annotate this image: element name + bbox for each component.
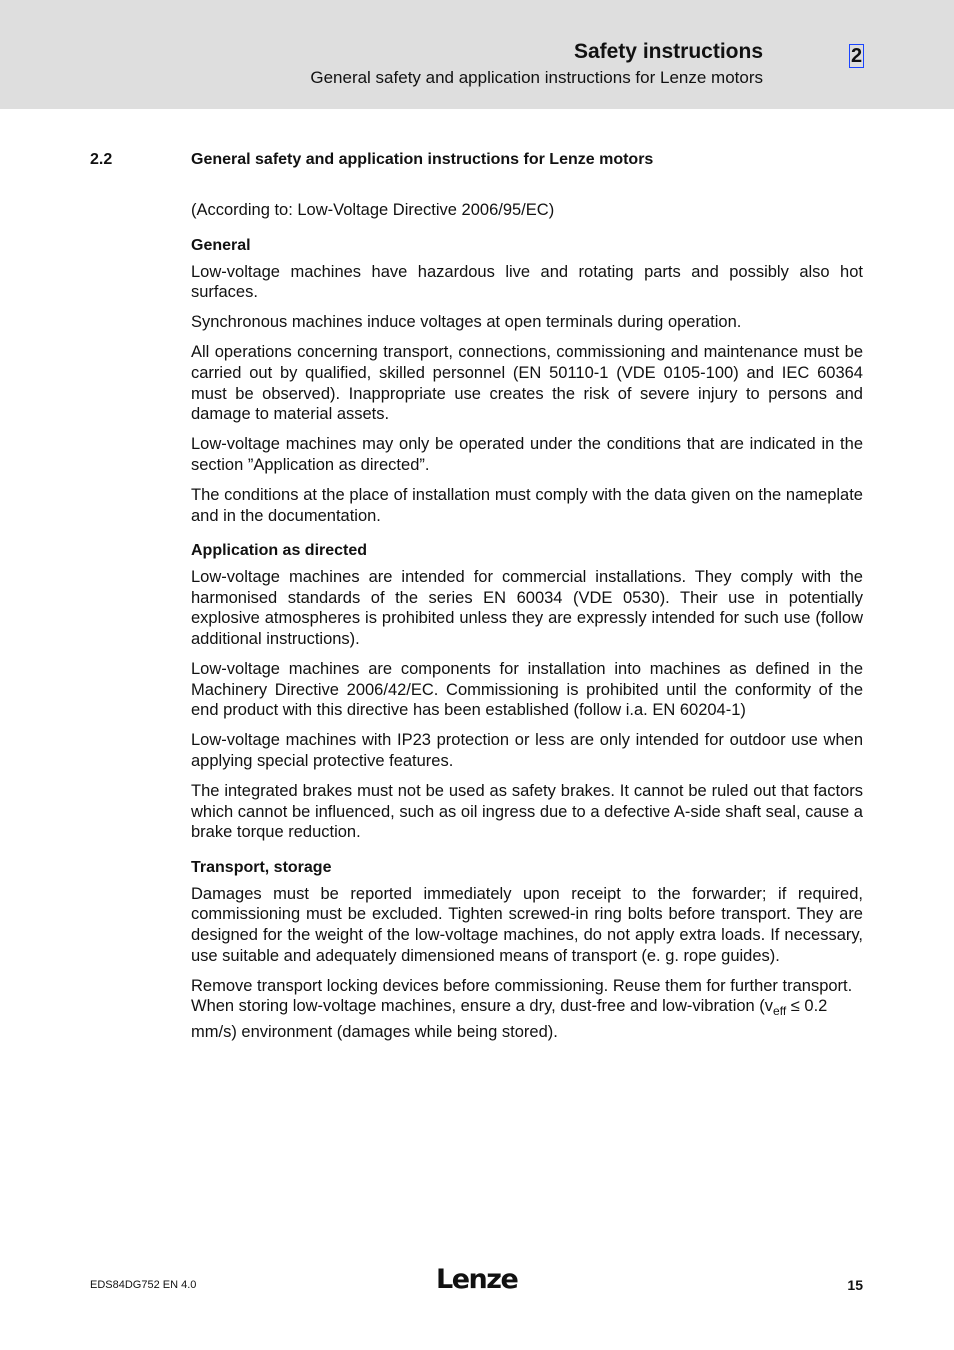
subscript-eff: eff	[773, 1004, 787, 1019]
transport-paragraph	[191, 976, 863, 1043]
lenze-logo: Lenze	[436, 1264, 518, 1295]
general-paragraph: Low-voltage machines may only be operated under the conditions that are indicated in the section ”Application as directed”.	[191, 435, 863, 474]
page-header	[0, 0, 954, 109]
application-paragraph: Low-voltage machines are intended for commercial installations. They comply with the harmonised standards of the series EN 60034 (VDE 0530). Their use in potentially explosive atmospheres is prohibited unless they are expressly intended for such use (follow additional instructions).	[191, 568, 863, 648]
header-title: Safety instructions	[573, 40, 763, 63]
general-paragraph: Synchronous machines induce voltages at open terminals during operation.	[191, 313, 742, 332]
heading-application: Application as directed	[191, 542, 368, 560]
document-id: EDS84DG752 EN 4.0	[90, 1279, 197, 1291]
general-paragraph: All operations concerning transport, connections, commissioning and maintenance must be carried out by qualified, skilled personnel (EN 50110-1 (VDE 0105-100) and IEC 60364 must be observed). Inappropriate use creates the risk of severe injury to persons and damage to material assets.	[191, 343, 863, 424]
main-content	[191, 200, 863, 1052]
heading-general: General	[191, 236, 251, 254]
application-paragraph: The integrated brakes must not be used as safety brakes. It cannot be ruled out that factors which cannot be influenced, such as oil ingress due to a defective A-side shaft seal, cause a brake torque reduction.	[191, 781, 863, 842]
section-title: General safety and application instructions for Lenze motors	[191, 151, 654, 168]
transport-paragraph: Damages must be reported immediately upon receipt to the forwarder; if required, commissioning must be excluded. Tighten screwed-in ring bolts before transport. They are designed for the weight of the low-voltage machines, do not apply extra loads. If necessary, use suitable and adequately dimensioned means of transport (e. g. rope guides).	[191, 884, 863, 965]
transport-text-end: ≤ 0.2 mm/s) environment (damages while being stored).	[191, 997, 828, 1041]
general-paragraph: Low-voltage machines have hazardous live and rotating parts and possibly also hot surfaces.	[191, 262, 863, 302]
application-paragraph: Low-voltage machines with IP23 protection or less are only intended for outdoor use when applying special protective features.	[191, 731, 863, 770]
page-number: 15	[847, 1277, 863, 1293]
heading-transport: Transport, storage	[191, 858, 332, 876]
header-subtitle: General safety and application instructions for Lenze motors	[310, 68, 763, 87]
intro-text: (According to: Low-Voltage Directive 2006/95/EC)	[191, 201, 555, 219]
chapter-link[interactable]: 2	[850, 45, 863, 67]
section-number: 2.2	[90, 151, 113, 168]
transport-text-start: Remove transport locking devices before commissioning. Reuse them for further transport. When storing low-voltage machines, ensure a dry, dust-free and low-vibration (v	[191, 976, 853, 1016]
application-paragraph: Low-voltage machines are components for installation into machines as defined in the Machinery Directive 2006/42/EC. Commissioning is prohibited until the conformity of the end product with this directive has been established (follow i.a. EN 60204-1)	[191, 660, 863, 720]
general-paragraph: The conditions at the place of installation must comply with the data given on the nameplate and in the documentation.	[191, 485, 863, 525]
